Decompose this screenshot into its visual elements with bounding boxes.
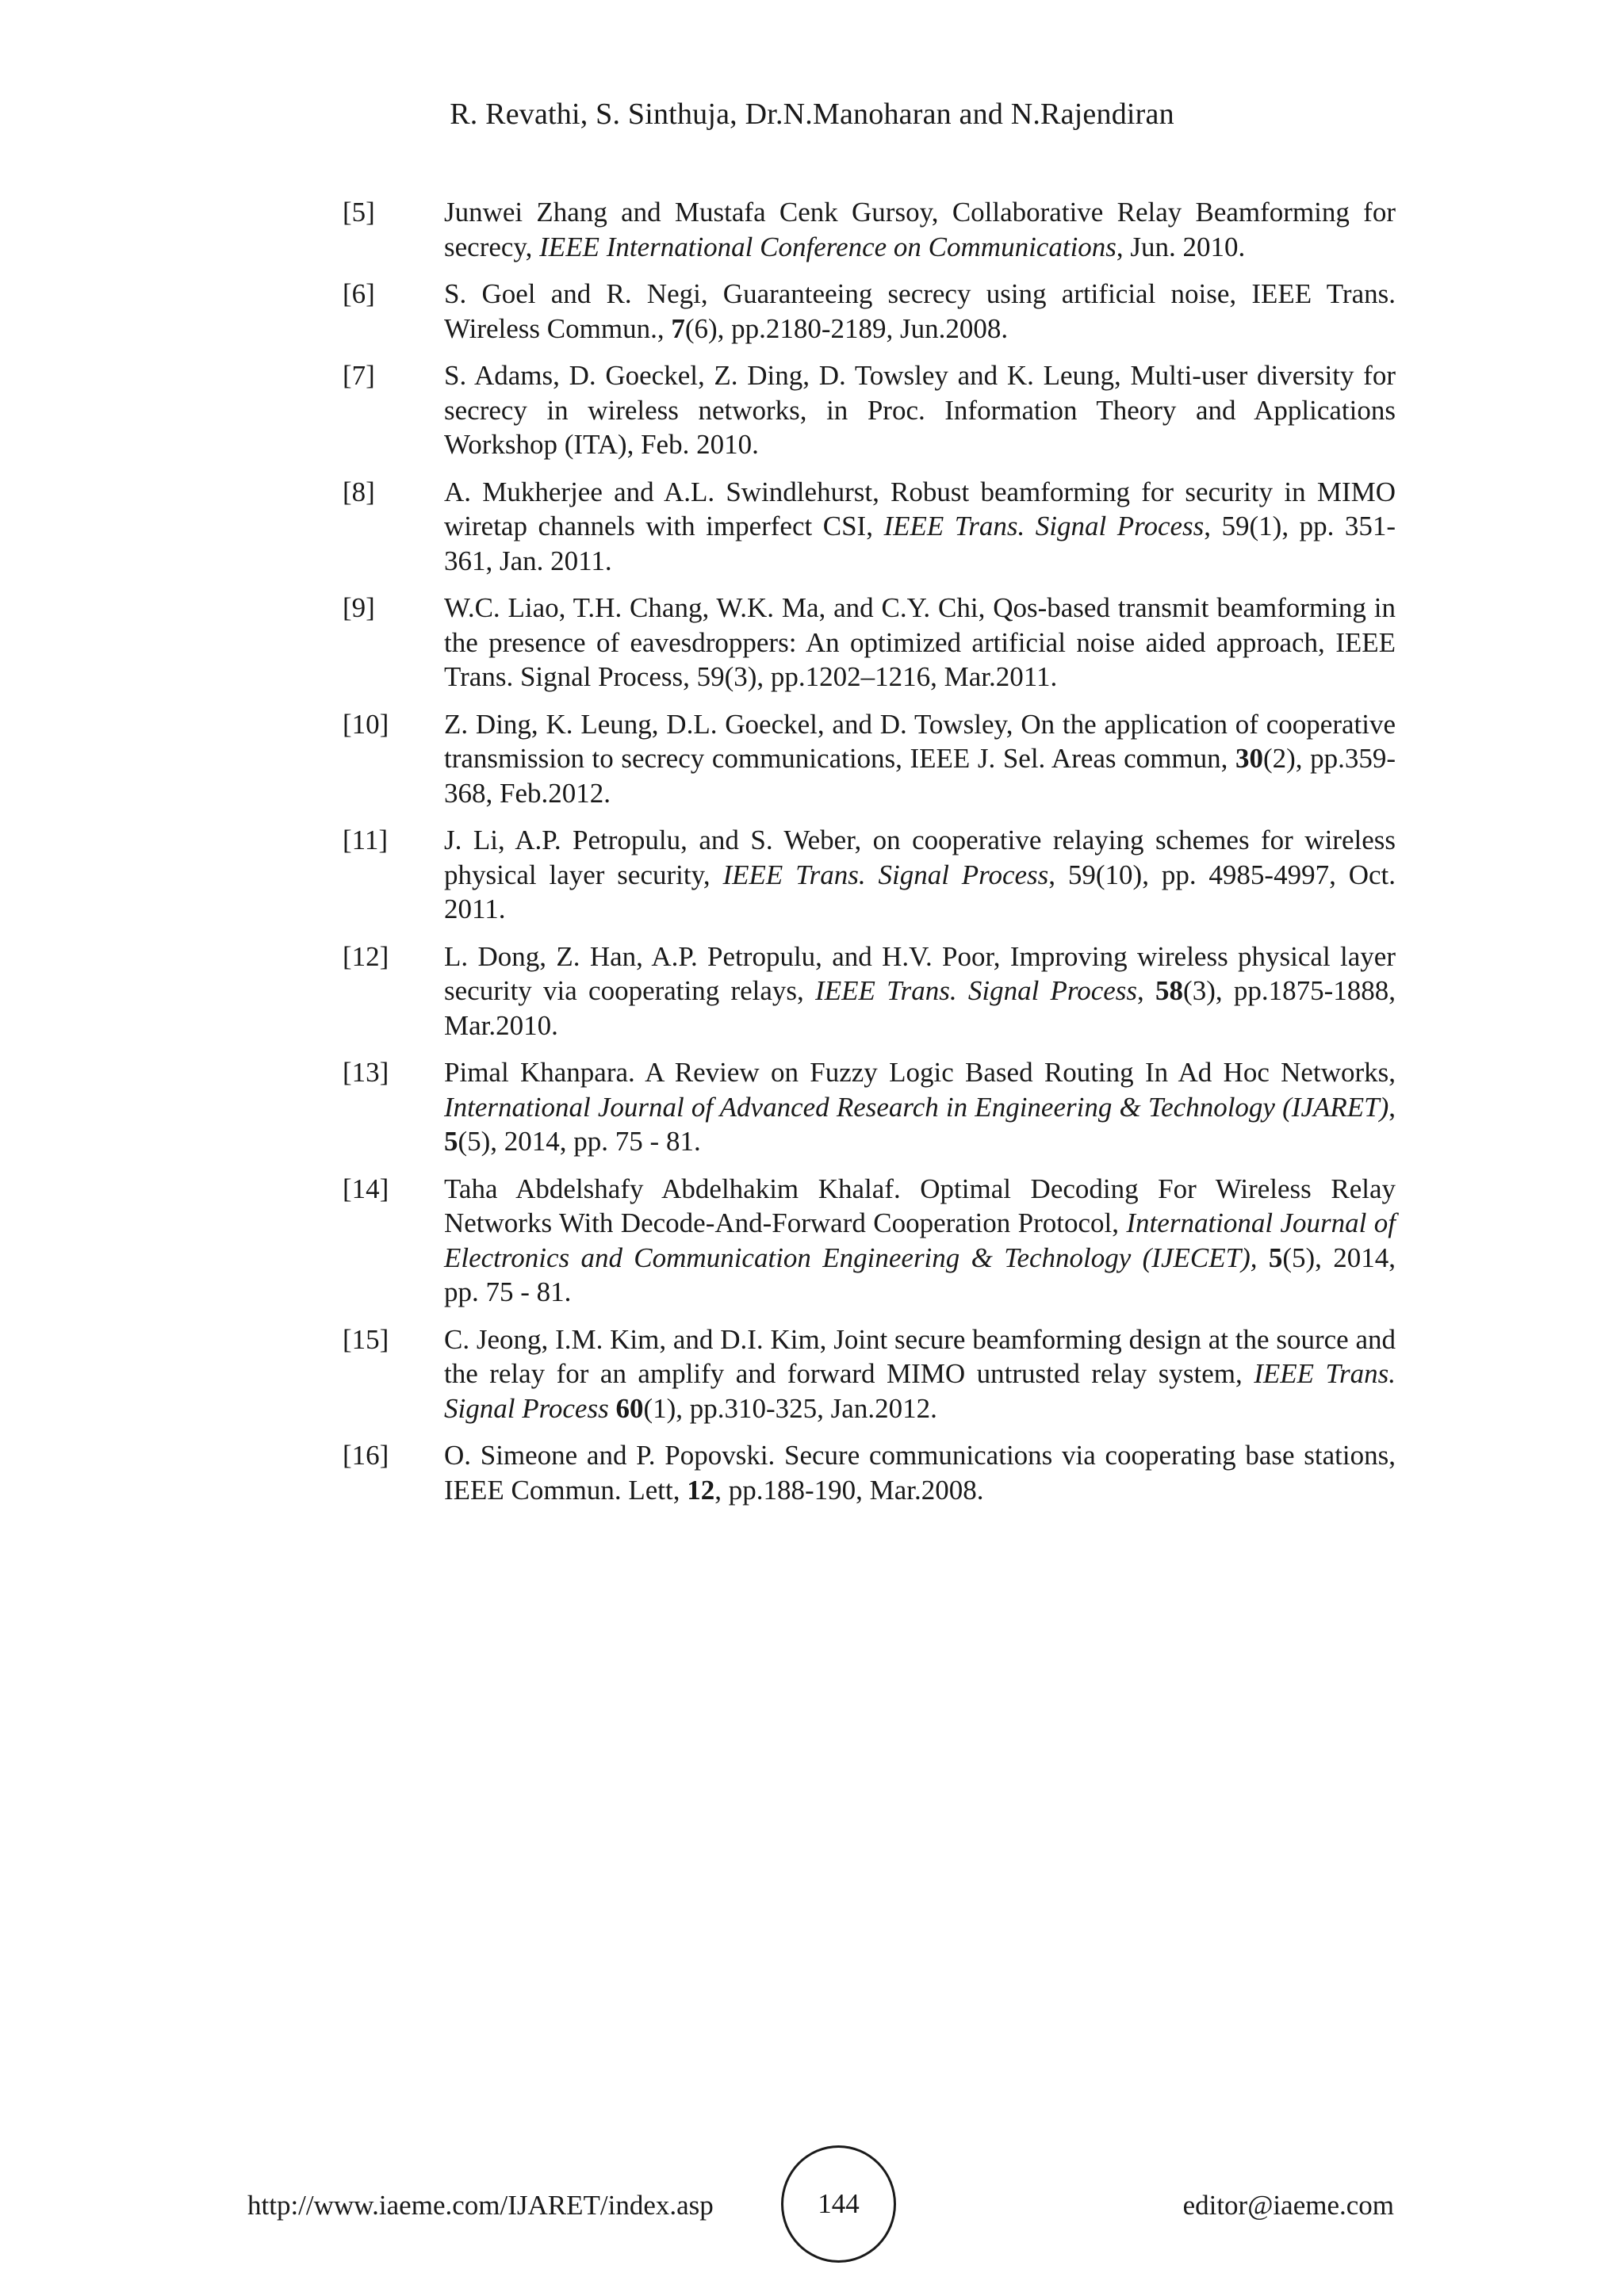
reference-segment: A. Mukherjee and A.L. Swindlehurst, Robust beamforming for security in MIMO wiretap channels with imperfect CSI, <box>444 476 1396 541</box>
reference-text <box>444 358 1396 462</box>
reference-text <box>444 591 1396 695</box>
reference-segment: (2), pp.359-368, Feb.2012. <box>444 743 1396 809</box>
reference-volume: 5 <box>1268 1242 1283 1273</box>
reference-segment: C. Jeong, I.M. Kim, and D.I. Kim, Joint secure beamforming design at the source and the relay for an amplify and forward MIMO untrusted relay system, <box>444 1323 1396 1389</box>
reference-segment: (5), 2014, pp. 75 - 81. <box>444 1242 1396 1307</box>
reference-number: [9] <box>343 592 375 623</box>
reference-volume: 7 <box>671 312 685 344</box>
reference-item <box>343 1172 1396 1310</box>
reference-item <box>343 1055 1396 1159</box>
reference-segment: , pp.188-190, Mar.2008. <box>714 1474 984 1506</box>
reference-item <box>343 707 1396 811</box>
reference-item <box>343 475 1396 579</box>
reference-item <box>343 823 1396 927</box>
reference-segment: , 59(1), pp. 351-361, Jan. 2011. <box>444 511 1396 576</box>
reference-number: [10] <box>343 708 389 740</box>
reference-segment <box>1257 1242 1268 1273</box>
reference-number: [14] <box>343 1173 389 1204</box>
reference-segment: S. Goel and R. Negi, Guaranteeing secrecy using artificial noise, IEEE Trans. Wireless Commun., <box>444 278 1396 344</box>
reference-item <box>343 591 1396 695</box>
reference-text <box>444 939 1396 1043</box>
reference-segment: Pimal Khanpara. A Review on Fuzzy Logic Based Routing In Ad Hoc Networks, <box>444 1057 1396 1088</box>
reference-segment: , <box>1137 975 1156 1006</box>
reference-volume: 60 <box>615 1392 644 1424</box>
reference-text <box>444 1172 1396 1310</box>
reference-segment: (3), pp.1875-1888, Mar.2010. <box>444 975 1396 1041</box>
reference-item <box>343 1438 1396 1507</box>
reference-text <box>444 1438 1396 1507</box>
reference-item <box>343 277 1396 346</box>
reference-volume: 30 <box>1235 743 1263 774</box>
reference-segment: Junwei Zhang and Mustafa Cenk Gursoy, Collaborative Relay Beamforming for secrecy, <box>444 197 1396 262</box>
reference-number: [11] <box>343 825 389 855</box>
reference-venue: IEEE Trans. Signal Process <box>444 1358 1396 1424</box>
reference-venue: IEEE Trans. Signal Process <box>722 859 1049 890</box>
reference-segment: L. Dong, Z. Han, A.P. Petropulu, and H.V. Poor, Improving wireless physical layer security via cooperating relays, <box>444 940 1396 1006</box>
reference-segment: (6), pp.2180-2189, Jun.2008. <box>684 312 1009 344</box>
footer-url-link[interactable]: http://www.iaeme.com/IJARET/index.asp <box>247 2190 714 2221</box>
reference-number: [12] <box>343 940 389 972</box>
reference-text <box>444 1055 1396 1159</box>
reference-item <box>343 939 1396 1043</box>
reference-number: [16] <box>343 1440 389 1471</box>
footer-email-link[interactable]: editor@iaeme.com <box>1182 2190 1394 2221</box>
reference-number: [7] <box>343 360 375 391</box>
reference-venue: International Journal of Electronics and Communication Engineering & Technology (IJECET), <box>444 1207 1396 1273</box>
reference-text <box>444 823 1396 927</box>
reference-item <box>343 195 1396 264</box>
reference-venue: International Journal of Advanced Research in Engineering & Technology (IJARET) <box>444 1091 1389 1123</box>
reference-volume: 12 <box>687 1474 715 1506</box>
reference-venue: IEEE Trans. Signal Process <box>883 511 1205 541</box>
reference-item <box>343 358 1396 462</box>
reference-number: [8] <box>343 476 375 507</box>
reference-text <box>444 277 1396 346</box>
reference-segment: (5), 2014, pp. 75 - 81. <box>458 1126 701 1157</box>
reference-volume: 58 <box>1155 975 1184 1006</box>
reference-venue: IEEE International Conference on Communications <box>539 231 1116 262</box>
reference-text <box>444 475 1396 579</box>
reference-text <box>444 195 1396 264</box>
reference-text <box>444 707 1396 811</box>
reference-segment: (1), pp.310-325, Jan.2012. <box>643 1392 937 1424</box>
reference-volume: 5 <box>444 1126 458 1157</box>
reference-segment: , <box>1388 1091 1396 1123</box>
page-number: 144 <box>781 2145 896 2263</box>
reference-segment: Z. Ding, K. Leung, D.L. Goeckel, and D. Towsley, On the application of cooperative transmission to secrecy communications, IEEE J. Sel. Areas commun, <box>444 708 1396 774</box>
reference-segment: S. Adams, D. Goeckel, Z. Ding, D. Towsley and K. Leung, Multi-user diversity for secrecy in wireless networks, in Proc. Information Theory and Applications Workshop (ITA), Feb. 2010. <box>444 360 1396 460</box>
reference-venue: IEEE Trans. Signal Process <box>815 975 1138 1006</box>
reference-item <box>343 1322 1396 1426</box>
reference-segment: , 59(10), pp. 4985-4997, Oct. 2011. <box>444 859 1396 924</box>
reference-segment: O. Simeone and P. Popovski. Secure communications via cooperating base stations, IEEE Commun. Lett, <box>444 1440 1396 1506</box>
reference-segment: J. Li, A.P. Petropulu, and S. Weber, on cooperative relaying schemes for wireless physical layer security, <box>444 825 1396 890</box>
reference-number: [6] <box>343 278 375 309</box>
reference-segment: Taha Abdelshafy Abdelhakim Khalaf. Optimal Decoding For Wireless Relay Networks With Decode-And-Forward Cooperation Protocol, <box>444 1173 1396 1238</box>
reference-segment: W.C. Liao, T.H. Chang, W.K. Ma, and C.Y. Chi, Qos-based transmit beamforming in the presence of eavesdroppers: An optimized artificial noise aided approach, IEEE Trans. Signal Process, 59(3), pp.1202–1216, Mar.2011. <box>444 592 1396 692</box>
running-header: R. Revathi, S. Sinthuja, Dr.N.Manoharan and N.Rajendiran <box>450 98 1174 131</box>
reference-segment: , Jun. 2010. <box>1116 231 1246 262</box>
reference-number: [15] <box>343 1323 389 1355</box>
reference-number: [13] <box>343 1057 389 1088</box>
reference-list <box>343 195 1396 1520</box>
reference-text <box>444 1322 1396 1426</box>
reference-number: [5] <box>343 197 375 228</box>
